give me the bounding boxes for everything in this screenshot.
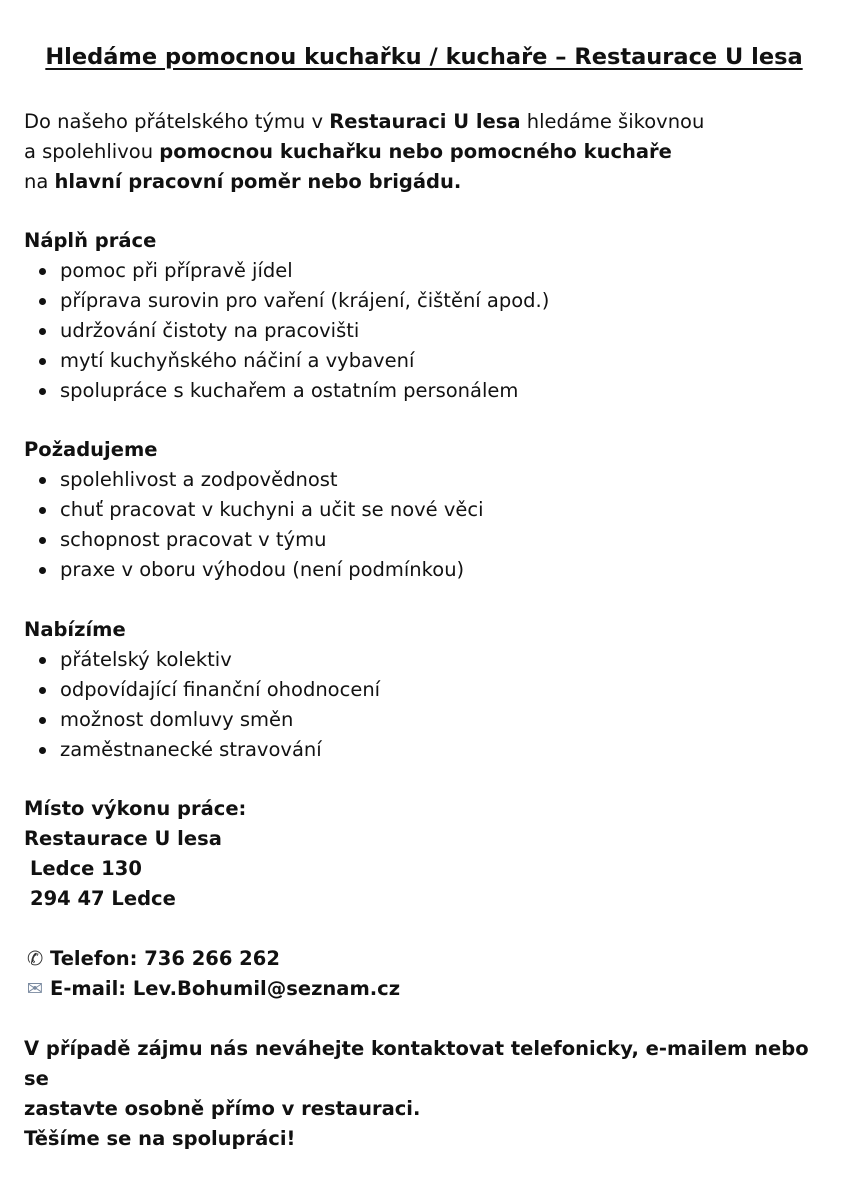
location-heading: Místo výkonu práce: bbox=[24, 797, 247, 820]
pozadujeme-list bbox=[24, 465, 824, 585]
list-item: udržování čistoty na pracovišti bbox=[24, 316, 824, 346]
intro-line-2 bbox=[24, 137, 824, 167]
section-thanks bbox=[24, 1124, 824, 1154]
closing-line-1: V případě zájmu nás neváhejte kontaktovat telefonicky, e-mailem nebo se bbox=[24, 1037, 809, 1090]
intro-text: hledáme šikovnou bbox=[520, 110, 705, 133]
intro-employment-type: hlavní pracovní poměr nebo brigádu. bbox=[54, 170, 462, 193]
list-item: přátelský kolektiv bbox=[24, 645, 824, 675]
email-line bbox=[24, 974, 824, 1004]
list-item: odpovídající finanční ohodnocení bbox=[24, 675, 824, 705]
section-heading: Náplň práce bbox=[24, 229, 157, 252]
intro-text: Do našeho přátelského týmu v bbox=[24, 110, 330, 133]
phone-text: Telefon: 736 266 262 bbox=[50, 947, 280, 970]
list-item: schopnost pracovat v týmu bbox=[24, 525, 824, 555]
section-location bbox=[24, 794, 824, 914]
list-item: možnost domluvy směn bbox=[24, 705, 824, 735]
list-item: zaměstnanecké stravování bbox=[24, 735, 824, 765]
nabizime-list bbox=[24, 645, 824, 765]
intro-line-3 bbox=[24, 167, 824, 197]
intro-restaurant-name: Restauraci U lesa bbox=[329, 110, 521, 133]
envelope-icon: ✉ bbox=[26, 977, 44, 1000]
section-nabizime bbox=[24, 615, 824, 765]
email-text: E-mail: Lev.Bohumil@seznam.cz bbox=[50, 977, 401, 1000]
section-napln-prace bbox=[24, 226, 824, 406]
list-item: příprava surovin pro vaření (krájení, čištění apod.) bbox=[24, 286, 824, 316]
list-item: mytí kuchyňského náčiní a vybavení bbox=[24, 346, 824, 376]
section-pozadujeme bbox=[24, 435, 824, 585]
list-item: spolupráce s kuchařem a ostatním personálem bbox=[24, 376, 824, 406]
phone-line bbox=[24, 944, 824, 974]
phone-icon: ✆ bbox=[26, 947, 44, 970]
intro-paragraph bbox=[24, 107, 824, 197]
intro-position: pomocnou kuchařku nebo pomocného kuchaře bbox=[159, 140, 672, 163]
closing-thanks: Těšíme se na spolupráci! bbox=[24, 1127, 296, 1150]
napln-list bbox=[24, 256, 824, 406]
list-item: chuť pracovat v kuchyni a učit se nové věci bbox=[24, 495, 824, 525]
section-contact bbox=[24, 944, 824, 1004]
location-street: Ledce 130 bbox=[30, 857, 142, 880]
list-item: pomoc při přípravě jídel bbox=[24, 256, 824, 286]
section-closing bbox=[24, 1034, 824, 1124]
location-city: 294 47 Ledce bbox=[30, 887, 176, 910]
intro-text: na bbox=[24, 170, 55, 193]
closing-line-2: zastavte osobně přímo v restauraci. bbox=[24, 1097, 421, 1120]
section-heading: Nabízíme bbox=[24, 618, 126, 641]
list-item: spolehlivost a zodpovědnost bbox=[24, 465, 824, 495]
page-title: Hledáme pomocnou kuchařku / kuchaře – Restaurace U lesa bbox=[45, 44, 803, 70]
list-item: praxe v oboru výhodou (není podmínkou) bbox=[24, 555, 824, 585]
intro-text: a spolehlivou bbox=[24, 140, 160, 163]
intro-line-1 bbox=[24, 107, 824, 137]
section-heading: Požadujeme bbox=[24, 438, 158, 461]
location-name: Restaurace U lesa bbox=[24, 827, 222, 850]
